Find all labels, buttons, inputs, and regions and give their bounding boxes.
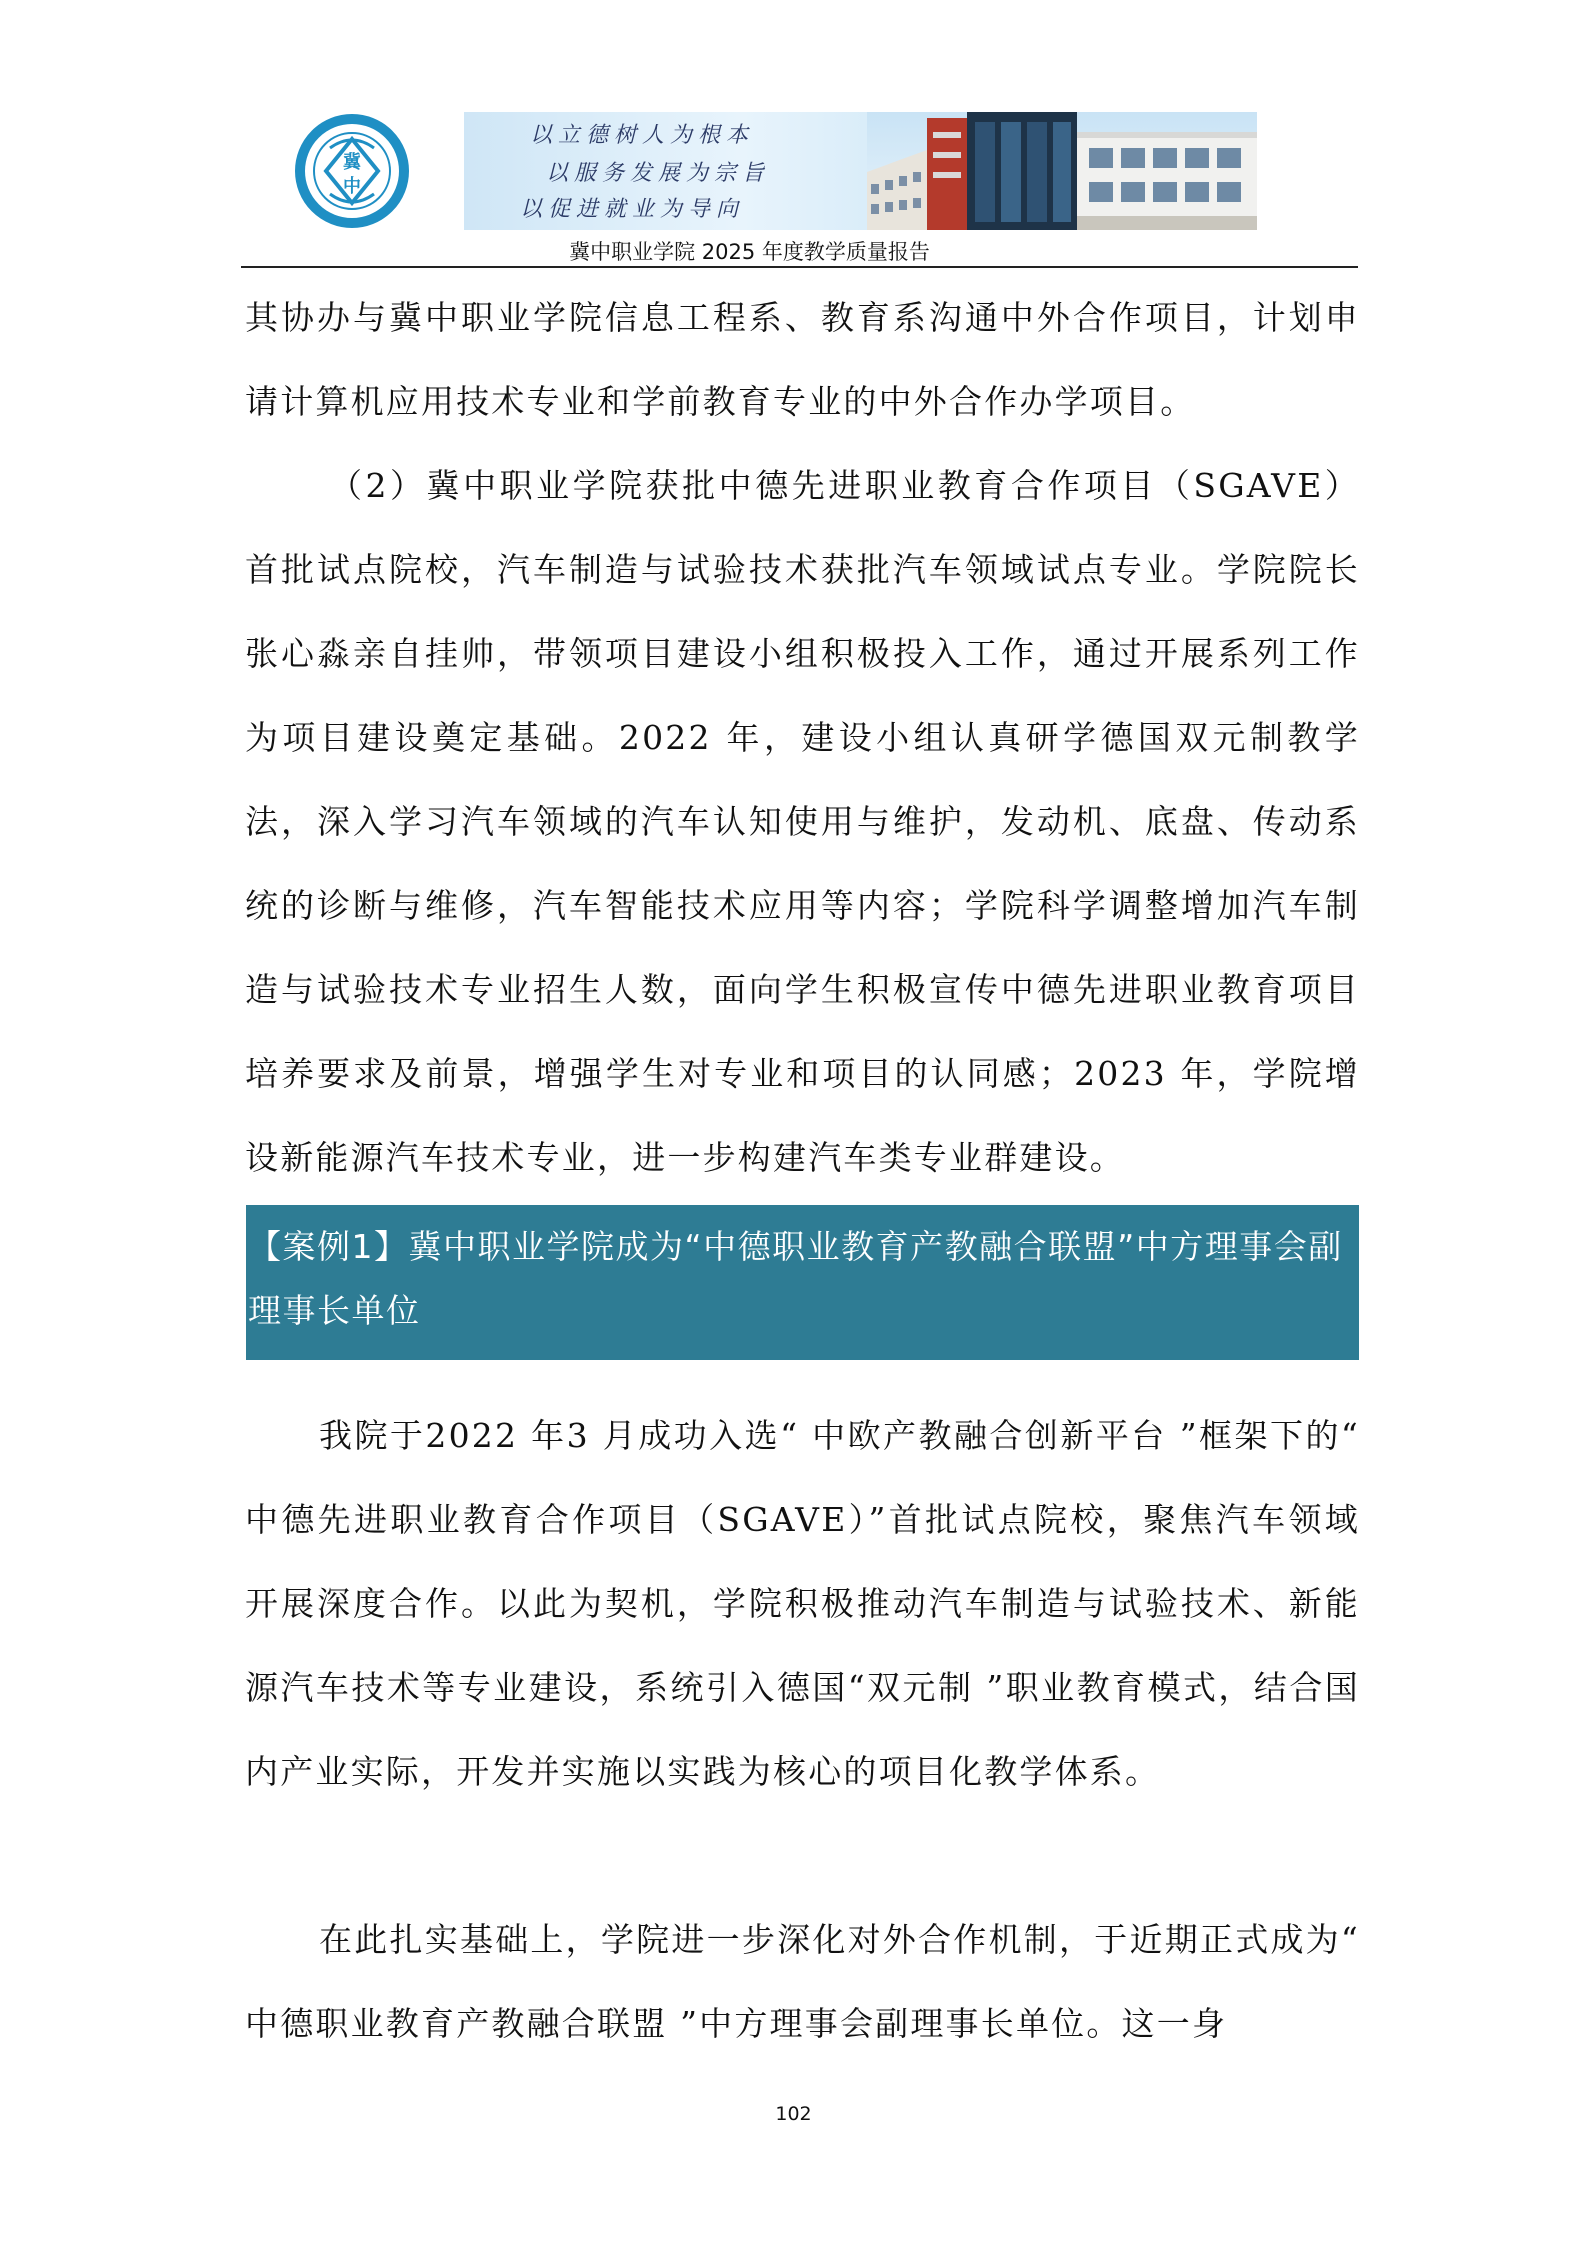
paragraph-2: （2）冀中职业学院获批中德先进职业教育合作项目（SGAVE）首批试点院校，汽车制造与试验技术获批汽车领域试点专业。学院院长张心淼亲自挂帅，带领项目建设小组积极投入工作，通过开展系列工作为项目建设奠定基础。2022 年，建设小组认真研学德国双元制教学法，深入学习汽车领域的汽车认知使用与维护，发动机、底盘、传动系统的诊断与维修，汽车智能技术应用等内容；学院科学调整增加汽车制造与试验技术专业招生人数，面向学生积极宣传中德先进职业教育项目培养要求及前景，增强学生对专业和项目的认同感；2023 年，学院增设新能源汽车技术专业，进一步构建汽车类专业群建设。	[245, 466, 1360, 1177]
case-study-title: 【案例1】冀中职业学院成为“中德职业教育产教融合联盟”中方理事会副理事长单位	[248, 1227, 1343, 1330]
header-divider	[241, 266, 1358, 268]
paragraph-1: 其协办与冀中职业学院信息工程系、教育系沟通中外合作项目，计划申请计算机应用技术专业和学前教育专业的中外合作办学项目。	[245, 298, 1360, 421]
slogan-line-2: 以服务发展为宗旨	[546, 161, 771, 186]
report-title-caption: 冀中职业学院 2025 年度教学质量报告	[569, 240, 930, 264]
paragraph-4: 在此扎实基础上，学院进一步深化对外合作机制，于近期正式成为“ 中德职业教育产教融合联盟 ”中方理事会副理事长单位。这一身	[245, 1920, 1360, 2043]
svg-text:冀: 冀	[343, 152, 361, 173]
header-banner	[464, 112, 1257, 230]
page-header	[242, 112, 1257, 262]
campus-building-image	[867, 112, 1257, 230]
slogan-line-3: 以促进就业为导向	[520, 197, 745, 222]
case-study-banner	[246, 1205, 1359, 1360]
paragraph-3: 我院于2022 年3 月成功入选“ 中欧产教融合创新平台 ”框架下的“ 中德先进职业教育合作项目（SGAVE）”首批试点院校，聚焦汽车领域开展深度合作。以此为契机，学院积极推动汽车制造与试验技术、新能源汽车技术等专业建设，系统引入德国“双元制 ”职业教育模式，结合国内产业实际，开发并实施以实践为核心的项目化教学体系。	[245, 1416, 1360, 1791]
slogan-line-1: 以立德树人为根本	[530, 123, 755, 148]
svg-text:中: 中	[343, 176, 361, 197]
college-logo	[242, 112, 462, 230]
page-number: 102	[775, 2103, 812, 2125]
